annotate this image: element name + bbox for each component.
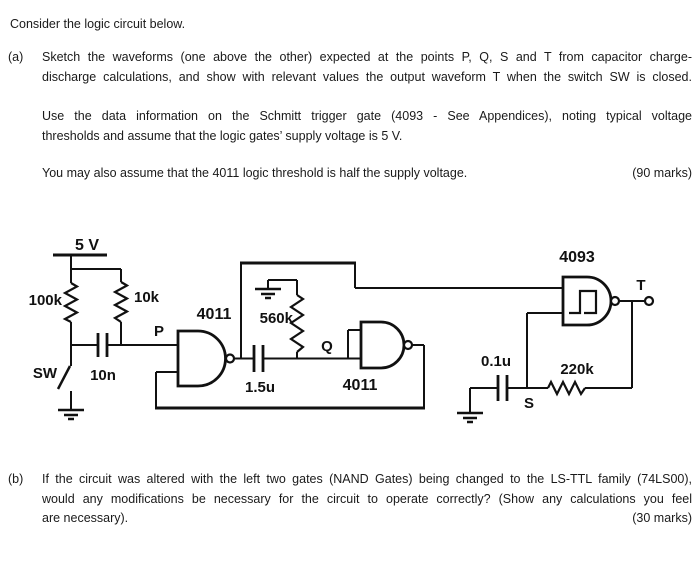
inverter-bubble-gate3	[611, 297, 619, 305]
page-title: Consider the logic circuit below.	[10, 17, 186, 31]
resistor-560k-label: 560k	[259, 310, 293, 327]
question-b-line3: are necessary).	[42, 511, 129, 525]
question-a-p1-line1: Sketch the waveforms (one above the other) expected at the points P, Q, S and T from capacitor charge-	[42, 50, 692, 64]
capacitor-10n-label: 10n	[90, 367, 116, 384]
question-a-p2-line2: thresholds and assume that the logic gates’ supply voltage is 5 V.	[42, 128, 403, 143]
ground-symbol-0u1	[457, 413, 483, 422]
switch-label: SW	[32, 365, 57, 382]
node-q-label: Q	[321, 338, 333, 355]
question-a-p3-text: You may also assume that the 4011 logic threshold is half the supply voltage.	[42, 166, 468, 180]
nand-gate-1	[178, 306, 234, 386]
resistor-10k-label: 10k	[134, 289, 160, 306]
question-b-paragraph	[42, 470, 692, 529]
ground-symbol-560k	[255, 289, 281, 298]
switch-blade	[58, 366, 70, 389]
switch-sw	[33, 322, 71, 410]
capacitor-1u5-label: 1.5u	[244, 379, 276, 396]
node-s-label: S	[523, 395, 535, 412]
inverter-bubble-gate2	[404, 341, 412, 349]
question-a-marks: (90 marks)	[632, 166, 692, 180]
node-t-label: T	[636, 277, 646, 294]
resistor-100k	[29, 283, 77, 322]
inverter-bubble-gate1	[226, 355, 234, 363]
question-b-line2: would any modifications be necessary for the circuit to operate correctly? (Show any calculations you feel	[42, 491, 692, 506]
capacitor-0u1-label: 0.1u	[480, 353, 512, 370]
question-b-line3-row	[42, 509, 692, 529]
resistor-100k-label: 100k	[28, 292, 62, 309]
gate1-label: 4011	[196, 306, 232, 323]
supply-voltage-label: 5 V	[75, 237, 100, 254]
gate3-label: 4093	[559, 249, 595, 266]
resistor-220k-label: 220k	[560, 361, 594, 378]
resistor-560k	[260, 280, 303, 359]
supply-rail	[53, 237, 121, 283]
terminal-circle	[645, 297, 653, 305]
gate2-label: 4011	[342, 377, 378, 394]
question-a-label: (a)	[8, 50, 24, 64]
resistor-10k	[115, 282, 160, 345]
node-p-label: P	[153, 323, 165, 340]
question-b-line1: If the circuit was altered with the left two gates (NAND Gates) being changed to the LS-TTL family (74LS00),	[42, 472, 692, 486]
question-b-label: (b)	[8, 472, 24, 486]
output-terminal-t	[619, 277, 653, 305]
question-a-p1-line2: discharge calculations, and show with relevant values the output waveform T when the switch SW is closed.	[42, 69, 692, 84]
capacitor-10n	[71, 333, 178, 384]
ground-symbol-switch	[58, 410, 84, 419]
capacitor-0u1	[470, 353, 548, 413]
question-a-p2-line1: Use the data information on the Schmitt trigger gate (4093 - See Appendices), noting typical voltage	[42, 109, 692, 123]
question-b-marks: (30 marks)	[632, 511, 692, 525]
